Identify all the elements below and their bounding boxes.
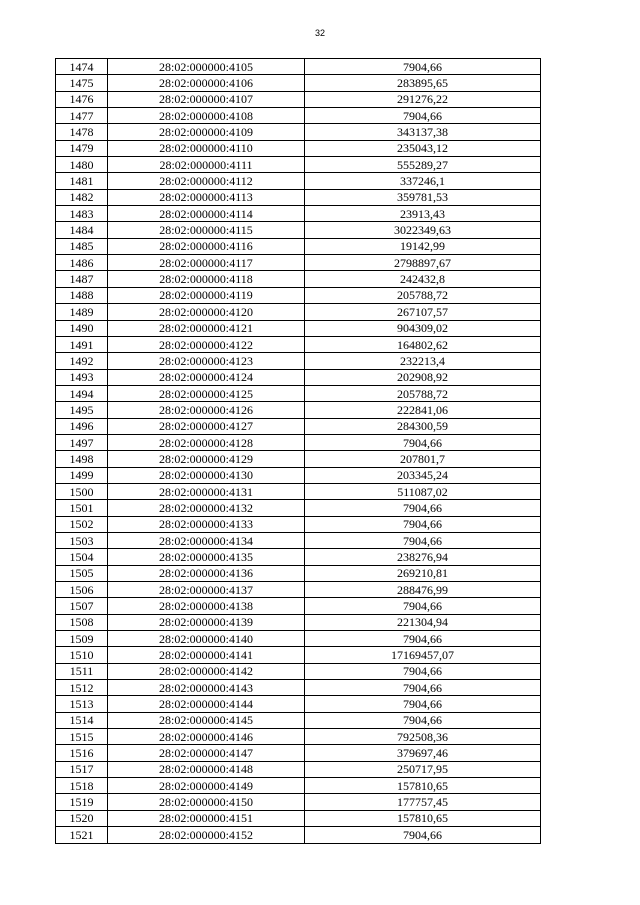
row-number-cell: 1497 — [56, 434, 108, 450]
table-row — [56, 582, 541, 598]
cadastral-number-cell: 28:02:000000:4141 — [108, 647, 305, 663]
row-number-cell: 1482 — [56, 189, 108, 205]
cadastral-value-cell: 792508,36 — [305, 729, 541, 745]
row-number-cell: 1489 — [56, 304, 108, 320]
row-number-cell: 1488 — [56, 287, 108, 303]
cadastral-number-cell: 28:02:000000:4136 — [108, 565, 305, 581]
cadastral-value-cell: 7904,66 — [305, 500, 541, 516]
cadastral-number-cell: 28:02:000000:4134 — [108, 532, 305, 548]
table-row — [56, 483, 541, 499]
row-number-cell: 1477 — [56, 108, 108, 124]
cadastral-number-cell: 28:02:000000:4144 — [108, 696, 305, 712]
table-row — [56, 59, 541, 75]
cadastral-value-cell: 343137,38 — [305, 124, 541, 140]
table-row — [56, 336, 541, 352]
table-row — [56, 304, 541, 320]
cadastral-number-cell: 28:02:000000:4150 — [108, 794, 305, 810]
cadastral-number-cell: 28:02:000000:4135 — [108, 549, 305, 565]
cadastral-number-cell: 28:02:000000:4152 — [108, 827, 305, 843]
cadastral-number-cell: 28:02:000000:4129 — [108, 451, 305, 467]
cadastral-number-cell: 28:02:000000:4117 — [108, 255, 305, 271]
row-number-cell: 1515 — [56, 729, 108, 745]
table-row — [56, 598, 541, 614]
row-number-cell: 1478 — [56, 124, 108, 140]
table-row — [56, 729, 541, 745]
table-row — [56, 222, 541, 238]
table-body — [56, 59, 541, 844]
page-number: 32 — [314, 28, 325, 38]
cadastral-number-cell: 28:02:000000:4133 — [108, 516, 305, 532]
row-number-cell: 1505 — [56, 565, 108, 581]
row-number-cell: 1511 — [56, 663, 108, 679]
cadastral-value-cell: 177757,45 — [305, 794, 541, 810]
row-number-cell: 1481 — [56, 173, 108, 189]
row-number-cell: 1521 — [56, 827, 108, 843]
cadastral-number-cell: 28:02:000000:4107 — [108, 91, 305, 107]
table-row — [56, 631, 541, 647]
row-number-cell: 1494 — [56, 385, 108, 401]
cadastral-value-cell: 284300,59 — [305, 418, 541, 434]
row-number-cell: 1520 — [56, 810, 108, 826]
row-number-cell: 1474 — [56, 59, 108, 75]
cadastral-value-cell: 205788,72 — [305, 287, 541, 303]
table-row — [56, 402, 541, 418]
row-number-cell: 1496 — [56, 418, 108, 434]
row-number-cell: 1493 — [56, 369, 108, 385]
cadastral-number-cell: 28:02:000000:4112 — [108, 173, 305, 189]
table-row — [56, 91, 541, 107]
cadastral-value-cell: 283895,65 — [305, 75, 541, 91]
cadastral-number-cell: 28:02:000000:4109 — [108, 124, 305, 140]
cadastral-value-cell: 904309,02 — [305, 320, 541, 336]
row-number-cell: 1490 — [56, 320, 108, 336]
cadastral-value-cell: 288476,99 — [305, 582, 541, 598]
table-row — [56, 206, 541, 222]
cadastral-number-cell: 28:02:000000:4105 — [108, 59, 305, 75]
table-row — [56, 680, 541, 696]
table-row — [56, 124, 541, 140]
cadastral-number-cell: 28:02:000000:4116 — [108, 238, 305, 254]
cadastral-value-table-container — [55, 58, 540, 844]
row-number-cell: 1514 — [56, 712, 108, 728]
table-row — [56, 189, 541, 205]
row-number-cell: 1506 — [56, 582, 108, 598]
cadastral-value-cell: 7904,66 — [305, 712, 541, 728]
table-row — [56, 532, 541, 548]
cadastral-number-cell: 28:02:000000:4106 — [108, 75, 305, 91]
cadastral-number-cell: 28:02:000000:4139 — [108, 614, 305, 630]
cadastral-value-cell: 7904,66 — [305, 598, 541, 614]
cadastral-number-cell: 28:02:000000:4132 — [108, 500, 305, 516]
row-number-cell: 1508 — [56, 614, 108, 630]
row-number-cell: 1491 — [56, 336, 108, 352]
table-row — [56, 173, 541, 189]
cadastral-number-cell: 28:02:000000:4131 — [108, 483, 305, 499]
cadastral-number-cell: 28:02:000000:4123 — [108, 353, 305, 369]
row-number-cell: 1519 — [56, 794, 108, 810]
cadastral-value-cell: 157810,65 — [305, 778, 541, 794]
row-number-cell: 1480 — [56, 157, 108, 173]
cadastral-number-cell: 28:02:000000:4113 — [108, 189, 305, 205]
table-row — [56, 778, 541, 794]
table-row — [56, 663, 541, 679]
cadastral-value-cell: 235043,12 — [305, 140, 541, 156]
cadastral-number-cell: 28:02:000000:4111 — [108, 157, 305, 173]
cadastral-number-cell: 28:02:000000:4149 — [108, 778, 305, 794]
cadastral-number-cell: 28:02:000000:4125 — [108, 385, 305, 401]
cadastral-number-cell: 28:02:000000:4119 — [108, 287, 305, 303]
cadastral-value-cell: 2798897,67 — [305, 255, 541, 271]
cadastral-value-cell: 267107,57 — [305, 304, 541, 320]
cadastral-value-cell: 555289,27 — [305, 157, 541, 173]
cadastral-value-cell: 222841,06 — [305, 402, 541, 418]
row-number-cell: 1476 — [56, 91, 108, 107]
cadastral-number-cell: 28:02:000000:4120 — [108, 304, 305, 320]
table-row — [56, 810, 541, 826]
table-row — [56, 287, 541, 303]
table-row — [56, 614, 541, 630]
cadastral-value-cell: 379697,46 — [305, 745, 541, 761]
cadastral-value-cell: 221304,94 — [305, 614, 541, 630]
cadastral-number-cell: 28:02:000000:4115 — [108, 222, 305, 238]
table-row — [56, 647, 541, 663]
row-number-cell: 1512 — [56, 680, 108, 696]
table-row — [56, 353, 541, 369]
cadastral-number-cell: 28:02:000000:4124 — [108, 369, 305, 385]
table-row — [56, 500, 541, 516]
cadastral-number-cell: 28:02:000000:4114 — [108, 206, 305, 222]
row-number-cell: 1498 — [56, 451, 108, 467]
table-row — [56, 434, 541, 450]
row-number-cell: 1518 — [56, 778, 108, 794]
cadastral-value-table — [55, 58, 541, 844]
cadastral-value-cell: 291276,22 — [305, 91, 541, 107]
row-number-cell: 1487 — [56, 271, 108, 287]
cadastral-number-cell: 28:02:000000:4128 — [108, 434, 305, 450]
cadastral-value-cell: 7904,66 — [305, 696, 541, 712]
cadastral-value-cell: 359781,53 — [305, 189, 541, 205]
table-row — [56, 712, 541, 728]
table-row — [56, 696, 541, 712]
row-number-cell: 1501 — [56, 500, 108, 516]
table-row — [56, 549, 541, 565]
row-number-cell: 1517 — [56, 761, 108, 777]
row-number-cell: 1516 — [56, 745, 108, 761]
cadastral-value-cell: 164802,62 — [305, 336, 541, 352]
row-number-cell: 1495 — [56, 402, 108, 418]
cadastral-value-cell: 7904,66 — [305, 680, 541, 696]
row-number-cell: 1509 — [56, 631, 108, 647]
cadastral-value-cell: 157810,65 — [305, 810, 541, 826]
cadastral-value-cell: 203345,24 — [305, 467, 541, 483]
cadastral-number-cell: 28:02:000000:4108 — [108, 108, 305, 124]
cadastral-value-cell: 7904,66 — [305, 59, 541, 75]
cadastral-value-cell: 238276,94 — [305, 549, 541, 565]
table-row — [56, 761, 541, 777]
row-number-cell: 1500 — [56, 483, 108, 499]
table-row — [56, 320, 541, 336]
table-row — [56, 140, 541, 156]
cadastral-number-cell: 28:02:000000:4122 — [108, 336, 305, 352]
cadastral-number-cell: 28:02:000000:4148 — [108, 761, 305, 777]
cadastral-value-cell: 207801,7 — [305, 451, 541, 467]
row-number-cell: 1486 — [56, 255, 108, 271]
table-row — [56, 271, 541, 287]
table-row — [56, 794, 541, 810]
row-number-cell: 1485 — [56, 238, 108, 254]
cadastral-number-cell: 28:02:000000:4147 — [108, 745, 305, 761]
table-row — [56, 385, 541, 401]
cadastral-value-cell: 269210,81 — [305, 565, 541, 581]
row-number-cell: 1507 — [56, 598, 108, 614]
cadastral-value-cell: 17169457,07 — [305, 647, 541, 663]
table-row — [56, 467, 541, 483]
cadastral-value-cell: 23913,43 — [305, 206, 541, 222]
row-number-cell: 1513 — [56, 696, 108, 712]
row-number-cell: 1479 — [56, 140, 108, 156]
cadastral-value-cell: 19142,99 — [305, 238, 541, 254]
cadastral-value-cell: 7904,66 — [305, 663, 541, 679]
cadastral-number-cell: 28:02:000000:4110 — [108, 140, 305, 156]
cadastral-number-cell: 28:02:000000:4118 — [108, 271, 305, 287]
table-row — [56, 238, 541, 254]
cadastral-value-cell: 250717,95 — [305, 761, 541, 777]
cadastral-value-cell: 202908,92 — [305, 369, 541, 385]
row-number-cell: 1483 — [56, 206, 108, 222]
cadastral-value-cell: 7904,66 — [305, 516, 541, 532]
table-row — [56, 108, 541, 124]
table-row — [56, 418, 541, 434]
cadastral-value-cell: 3022349,63 — [305, 222, 541, 238]
table-row — [56, 157, 541, 173]
cadastral-number-cell: 28:02:000000:4137 — [108, 582, 305, 598]
cadastral-number-cell: 28:02:000000:4146 — [108, 729, 305, 745]
cadastral-number-cell: 28:02:000000:4127 — [108, 418, 305, 434]
cadastral-number-cell: 28:02:000000:4151 — [108, 810, 305, 826]
row-number-cell: 1502 — [56, 516, 108, 532]
table-row — [56, 745, 541, 761]
row-number-cell: 1499 — [56, 467, 108, 483]
cadastral-number-cell: 28:02:000000:4138 — [108, 598, 305, 614]
cadastral-value-cell: 205788,72 — [305, 385, 541, 401]
cadastral-value-cell: 232213,4 — [305, 353, 541, 369]
row-number-cell: 1510 — [56, 647, 108, 663]
row-number-cell: 1503 — [56, 532, 108, 548]
table-row — [56, 255, 541, 271]
table-row — [56, 369, 541, 385]
cadastral-number-cell: 28:02:000000:4121 — [108, 320, 305, 336]
cadastral-value-cell: 7904,66 — [305, 108, 541, 124]
cadastral-number-cell: 28:02:000000:4142 — [108, 663, 305, 679]
cadastral-number-cell: 28:02:000000:4130 — [108, 467, 305, 483]
row-number-cell: 1484 — [56, 222, 108, 238]
table-row — [56, 451, 541, 467]
row-number-cell: 1504 — [56, 549, 108, 565]
cadastral-number-cell: 28:02:000000:4140 — [108, 631, 305, 647]
cadastral-value-cell: 7904,66 — [305, 532, 541, 548]
table-row — [56, 565, 541, 581]
cadastral-number-cell: 28:02:000000:4145 — [108, 712, 305, 728]
cadastral-value-cell: 511087,02 — [305, 483, 541, 499]
table-row — [56, 75, 541, 91]
cadastral-value-cell: 7904,66 — [305, 631, 541, 647]
cadastral-number-cell: 28:02:000000:4143 — [108, 680, 305, 696]
table-row — [56, 827, 541, 843]
row-number-cell: 1492 — [56, 353, 108, 369]
cadastral-value-cell: 242432,8 — [305, 271, 541, 287]
row-number-cell: 1475 — [56, 75, 108, 91]
cadastral-value-cell: 7904,66 — [305, 434, 541, 450]
cadastral-number-cell: 28:02:000000:4126 — [108, 402, 305, 418]
cadastral-value-cell: 7904,66 — [305, 827, 541, 843]
cadastral-value-cell: 337246,1 — [305, 173, 541, 189]
table-row — [56, 516, 541, 532]
